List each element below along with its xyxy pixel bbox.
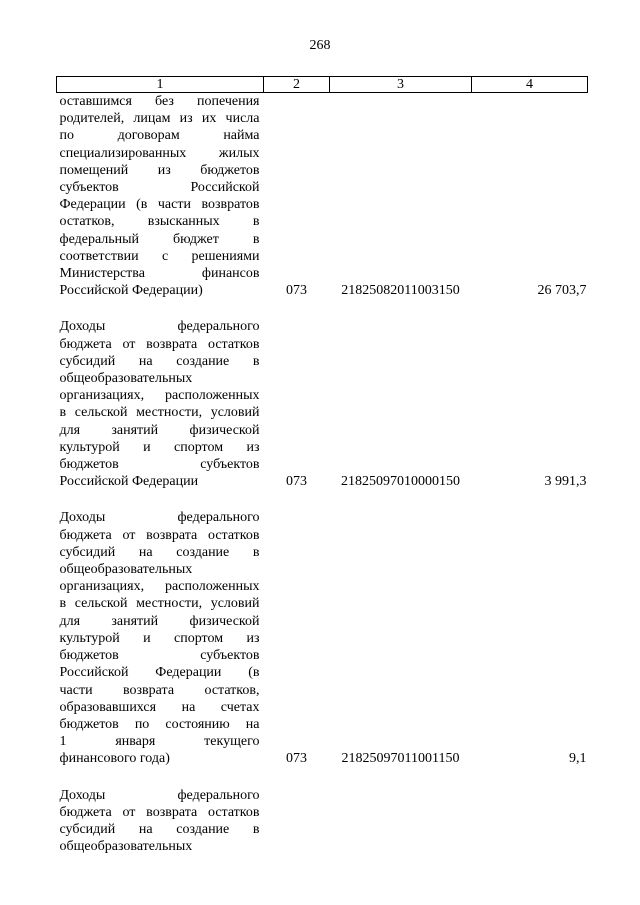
description-line: Российской Федерации — [59, 474, 199, 490]
header-col-4: 4 — [472, 77, 588, 93]
description-line: специализированных жилых — [59, 145, 260, 161]
row-description — [57, 787, 264, 856]
description-line: соответствии с решениями — [59, 248, 260, 264]
description-line: бюджетов по состоянию на — [59, 716, 260, 732]
admin-code-cell — [264, 787, 330, 856]
description-line: общеобразовательных — [59, 839, 193, 855]
description-line: бюджетов субъектов — [59, 457, 260, 473]
description-line: субсидий на создание в — [59, 544, 260, 560]
amount-cell: 9,1 — [569, 751, 587, 767]
description-line: части возврата остатков, — [59, 682, 260, 698]
description-line: 1 января текущего — [59, 734, 260, 750]
table-header-row — [57, 77, 588, 93]
kbk-code-cell — [330, 787, 472, 856]
admin-code-cell: 073 — [286, 474, 307, 490]
kbk-code-cell: 21825097010000150 — [341, 474, 460, 490]
description-line: финансового года) — [59, 751, 170, 767]
description-line: организациях, расположенных — [59, 579, 260, 595]
description-line: родителей, лицам из их числа — [59, 111, 260, 127]
table-row — [57, 93, 588, 319]
description-line: бюджета от возврата остатков — [59, 336, 260, 352]
amount-cell — [472, 787, 588, 856]
description-line: субсидий на создание в — [59, 353, 260, 369]
description-line: в сельской местности, условий — [59, 405, 260, 421]
description-line: Доходы федерального — [59, 510, 260, 526]
description-line: культурой и спортом из — [59, 630, 260, 646]
kbk-code-cell: 21825082011003150 — [341, 283, 460, 299]
table-row — [57, 787, 588, 856]
header-col-3: 3 — [330, 77, 472, 93]
description-line: общеобразовательных — [59, 562, 193, 578]
description-line: бюджета от возврата остатков — [59, 527, 260, 543]
row-description — [57, 509, 264, 786]
description-line: образовавшихся на счетах — [59, 699, 260, 715]
description-line: по договорам найма — [59, 128, 260, 144]
description-line: помещений из бюджетов — [59, 162, 260, 178]
page-number: 268 — [309, 38, 331, 53]
table-row — [57, 509, 588, 786]
row-description — [57, 318, 264, 509]
description-line: Российской Федерации) — [59, 283, 203, 299]
description-line: организациях, расположенных — [59, 388, 260, 404]
description-line: субсидий на создание в — [59, 821, 260, 837]
table-row — [57, 318, 588, 509]
description-line: Доходы федерального — [59, 319, 260, 335]
description-line: бюджета от возврата остатков — [59, 804, 260, 820]
kbk-code-cell: 21825097011001150 — [341, 751, 460, 767]
header-col-1: 1 — [57, 77, 264, 93]
description-line: остатков, взысканных в — [59, 214, 260, 230]
description-line: в сельской местности, условий — [59, 596, 260, 612]
description-line: бюджетов субъектов — [59, 648, 260, 664]
amount-cell: 3 991,3 — [544, 474, 587, 490]
description-line: оставшимся без попечения — [59, 94, 260, 109]
description-line: субъектов Российской — [59, 180, 260, 196]
admin-code-cell: 073 — [286, 283, 307, 299]
description-line: для занятий физической — [59, 613, 260, 629]
description-line: Министерства финансов — [59, 266, 260, 282]
description-line: Российской Федерации (в — [59, 665, 260, 681]
admin-code-cell: 073 — [286, 751, 307, 767]
budget-table — [56, 76, 588, 855]
description-line: Доходы федерального — [59, 787, 260, 803]
amount-cell: 26 703,7 — [537, 283, 587, 299]
description-line: культурой и спортом из — [59, 439, 260, 455]
header-col-2: 2 — [264, 77, 330, 93]
description-line: Федерации (в части возвратов — [59, 197, 260, 213]
description-line: федеральный бюджет в — [59, 231, 260, 247]
description-line: для занятий физической — [59, 422, 260, 438]
description-line: общеобразовательных — [59, 371, 193, 387]
row-description — [57, 93, 264, 319]
